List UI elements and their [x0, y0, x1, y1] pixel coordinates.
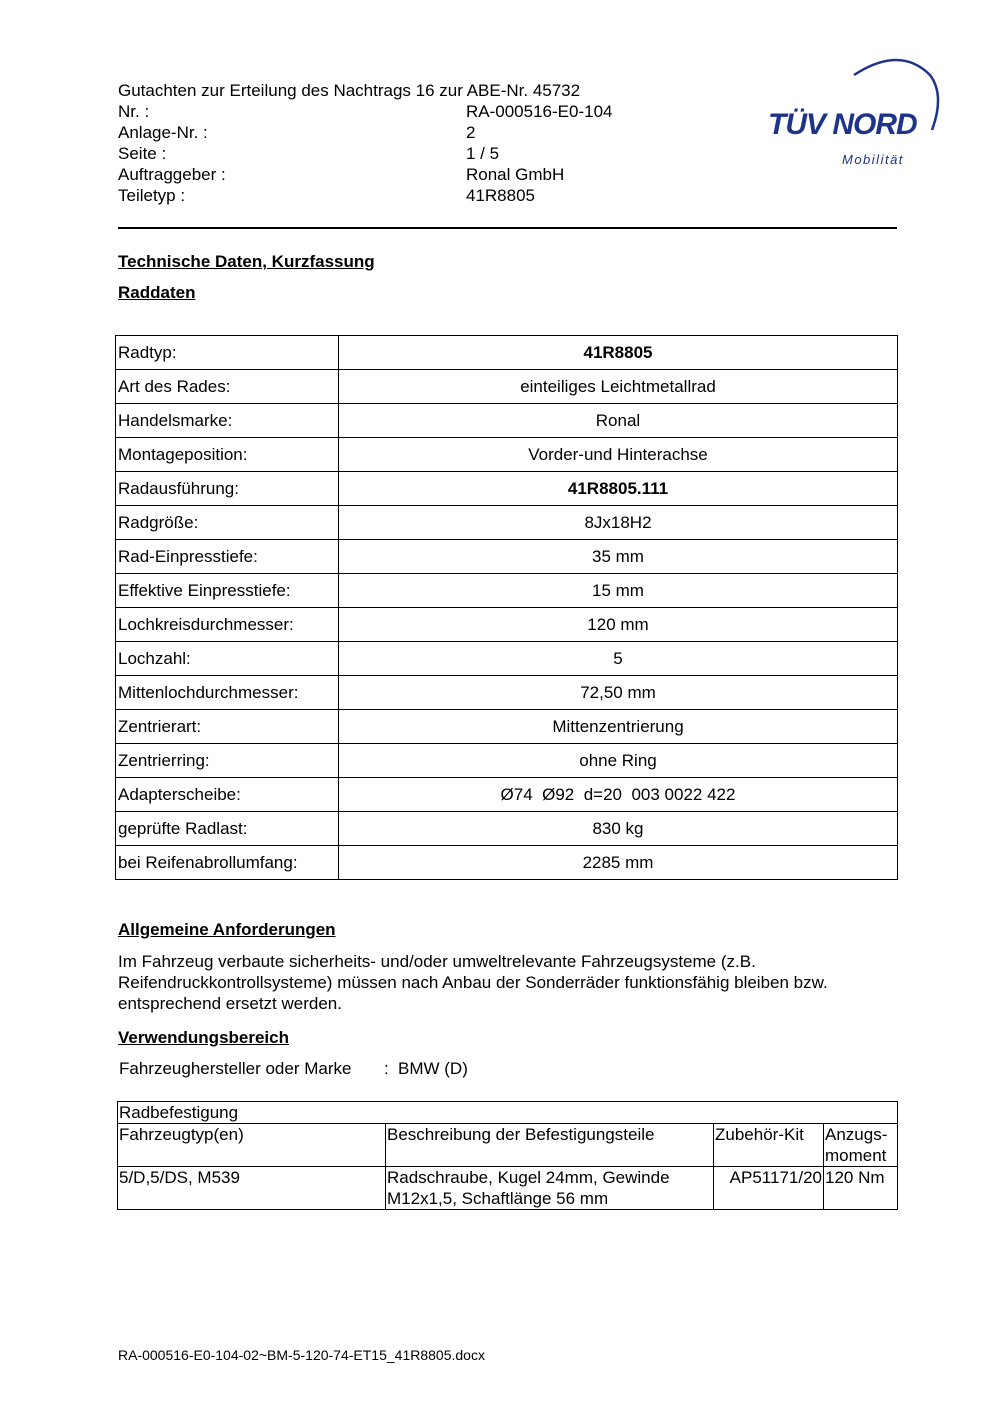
- row-label: Art des Rades:: [116, 370, 339, 404]
- torque-header-line: Anzugs-: [825, 1125, 888, 1144]
- table-row: [116, 336, 898, 370]
- table-row: [116, 540, 898, 574]
- row-value: Ronal: [339, 404, 898, 438]
- table-row: [116, 710, 898, 744]
- fixing-title: Radbefestigung: [118, 1102, 898, 1124]
- header-value: 2: [466, 123, 476, 142]
- logo-brand: TÜV NORD: [768, 108, 917, 141]
- anforderungen-text: Im Fahrzeug verbaute sicherheits- und/oder umweltrelevante Fahrzeugsysteme (z.B. Reifendruckkontrollsysteme) müssen nach Anbau der Sonderräder funktionsfähig bleiben bzw. entsprechend ersetzt werden.: [118, 952, 828, 1013]
- manufacturer-label: Fahrzeughersteller oder Marke: [119, 1059, 352, 1078]
- kit-cell: AP51171/20: [714, 1167, 824, 1210]
- desc-cell: [386, 1167, 714, 1210]
- row-label: Adapterscheibe:: [116, 778, 339, 812]
- table-row: [116, 404, 898, 438]
- row-label: Radgröße:: [116, 506, 339, 540]
- row-label: Handelsmarke:: [116, 404, 339, 438]
- manufacturer-line: [119, 1059, 468, 1079]
- table-row: [116, 472, 898, 506]
- table-row: [116, 676, 898, 710]
- row-label: Lochkreisdurchmesser:: [116, 608, 339, 642]
- row-value: ohne Ring: [339, 744, 898, 778]
- table-row: [116, 642, 898, 676]
- row-value: 15 mm: [339, 574, 898, 608]
- logo-subtitle: Mobilität: [842, 152, 904, 167]
- col-torque-header: [824, 1124, 898, 1167]
- header-row-nr: [118, 101, 613, 122]
- row-label: Lochzahl:: [116, 642, 339, 676]
- row-value: Ø74 Ø92 d=20 003 0022 422: [339, 778, 898, 812]
- row-label: Radtyp:: [116, 336, 339, 370]
- row-value: 35 mm: [339, 540, 898, 574]
- tuv-nord-logo: [760, 55, 945, 175]
- header-row-teiletyp: [118, 185, 536, 206]
- row-value: 8Jx18H2: [339, 506, 898, 540]
- header-row-seite: [118, 143, 500, 164]
- row-label: Zentrierart:: [116, 710, 339, 744]
- row-value: 830 kg: [339, 812, 898, 846]
- row-label: Radausführung:: [116, 472, 339, 506]
- row-label: Zentrierring:: [116, 744, 339, 778]
- row-label: geprüfte Radlast:: [116, 812, 339, 846]
- report-title: Gutachten zur Erteilung des Nachtrags 16 zur ABE-Nr. 45732: [118, 81, 581, 100]
- row-value: Mittenzentrierung: [339, 710, 898, 744]
- row-value: Vorder-und Hinterachse: [339, 438, 898, 472]
- header-value: RA-000516-E0-104: [466, 102, 613, 121]
- header-value: 41R8805: [466, 186, 536, 205]
- col-desc-header: Beschreibung der Befestigungsteile: [386, 1124, 714, 1167]
- anforderungen-heading: Allgemeine Anforderungen: [118, 920, 336, 939]
- row-value: 41R8805.111: [339, 472, 898, 506]
- row-value: 2285 mm: [339, 846, 898, 880]
- header-value: 1 / 5: [466, 144, 500, 163]
- wheel-data-table: [115, 335, 898, 880]
- row-value: 41R8805: [339, 336, 898, 370]
- table-row: [116, 506, 898, 540]
- header-label: Teiletyp :: [118, 186, 186, 205]
- table-row: [116, 846, 898, 880]
- section-title: Technische Daten, Kurzfassung: [118, 252, 375, 271]
- row-value: 5: [339, 642, 898, 676]
- vehicle-cell: 5/D,5/DS, M539: [118, 1167, 386, 1210]
- col-vehicle-header: Fahrzeugtyp(en): [118, 1124, 386, 1167]
- row-label: Rad-Einpresstiefe:: [116, 540, 339, 574]
- manufacturer-value: BMW (D): [398, 1059, 468, 1078]
- header-label: Nr. :: [118, 102, 150, 121]
- table-row: [118, 1167, 898, 1210]
- header-label: Anlage-Nr. :: [118, 123, 208, 142]
- table-row: [116, 574, 898, 608]
- header-label: Auftraggeber :: [118, 165, 226, 184]
- row-label: bei Reifenabrollumfang:: [116, 846, 339, 880]
- table-row: [116, 812, 898, 846]
- table-title-row: [118, 1102, 898, 1124]
- table-row: [116, 608, 898, 642]
- col-kit-header: Zubehör-Kit: [714, 1124, 824, 1167]
- header-label: Seite :: [118, 144, 167, 163]
- desc-line: Radschraube, Kugel 24mm, Gewinde: [387, 1168, 670, 1187]
- footer-filename: RA-000516-E0-104-02~BM-5-120-74-ET15_41R8805.docx: [118, 1347, 485, 1363]
- table-row: [116, 744, 898, 778]
- torque-cell: 120 Nm: [824, 1167, 898, 1210]
- table-header-row: [118, 1124, 898, 1167]
- header-divider: [118, 227, 897, 229]
- row-label: Mittenlochdurchmesser:: [116, 676, 339, 710]
- raddaten-heading: Raddaten: [118, 283, 196, 302]
- verwendung-heading: Verwendungsbereich: [118, 1028, 289, 1047]
- header-row-auftraggeber: [118, 164, 565, 185]
- manufacturer-separator: :: [384, 1059, 389, 1078]
- desc-line: M12x1,5, Schaftlänge 56 mm: [387, 1189, 609, 1208]
- torque-header-line: moment: [825, 1146, 887, 1165]
- row-label: Effektive Einpresstiefe:: [116, 574, 339, 608]
- row-value: 72,50 mm: [339, 676, 898, 710]
- row-label: Montageposition:: [116, 438, 339, 472]
- header-row-anlage: [118, 122, 476, 143]
- table-row: [116, 370, 898, 404]
- table-row: [116, 438, 898, 472]
- row-value: 120 mm: [339, 608, 898, 642]
- table-row: [116, 778, 898, 812]
- wheel-fixing-table: [117, 1101, 898, 1210]
- row-value: einteiliges Leichtmetallrad: [339, 370, 898, 404]
- header-value: Ronal GmbH: [466, 165, 565, 184]
